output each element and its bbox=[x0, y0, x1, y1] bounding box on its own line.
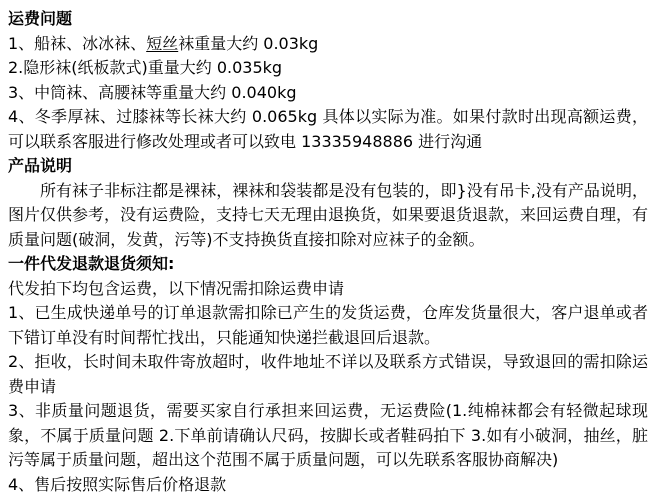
sock-weight-item-1-post: 袜重量大约 0.03kg bbox=[178, 34, 318, 53]
sock-weight-item-3: 3、中筒袜、高腰袜等重量大约 0.040kg bbox=[8, 81, 648, 106]
product-notes-paragraph: 所有袜子非标注都是裸袜，裸袜和袋装都是没有包装的，即}没有吊卡,没有产品说明，图片仅供参考，没有运费险，支持七天无理由退换货，如果要退货退款，来回运费自理，有质量问题(破洞，发黄，污等)不支持换货直接扣除对应袜子的金额。 bbox=[8, 179, 648, 253]
refund-intro-line: 代发拍下均包含运费，以下情况需扣除运费申请 bbox=[8, 277, 648, 302]
sock-weight-item-1-underlined-term: 短丝 bbox=[146, 34, 178, 53]
refund-rule-2: 2、拒收，长时间未取件寄放超时，收件地址不详以及联系方式错误，导致退回的需扣除运费申请 bbox=[8, 350, 648, 399]
sock-weight-item-1 bbox=[8, 32, 648, 57]
refund-rule-4: 4、售后按照实际售后价格退款 bbox=[8, 473, 648, 497]
dropship-refund-heading: 一件代发退款退货须知: bbox=[8, 252, 648, 277]
sock-weight-item-4: 4、冬季厚袜、过膝袜等长袜大约 0.065kg 具体以实际为准。如果付款时出现高额运费，可以联系客服进行修改处理或者可以致电 13335948886 进行沟通 bbox=[8, 105, 648, 154]
refund-rule-3: 3、非质量问题退货，需要买家自行承担来回运费，无运费险(1.纯棉袜都会有轻微起球现象，不属于质量问题 2.下单前请确认尺码，按脚长或者鞋码拍下 3.如有小破洞，抽丝，脏污等属于质量问题，超出这个范围不属于质量问题，可以先联系客服协商解决) bbox=[8, 399, 648, 473]
product-notes-heading: 产品说明 bbox=[8, 154, 648, 179]
refund-rule-1: 1、已生成快递单号的订单退款需扣除已产生的发货运费，仓库发货量很大，客户退单或者下错订单没有时间帮忙找出，只能通知快递拦截退回后退款。 bbox=[8, 301, 648, 350]
sock-weight-item-1-pre: 1、船袜、冰冰袜、 bbox=[8, 34, 146, 53]
sock-weight-item-2: 2.隐形袜(纸板款式)重量大约 0.035kg bbox=[8, 56, 648, 81]
shipping-faq-heading: 运费问题 bbox=[8, 7, 648, 32]
